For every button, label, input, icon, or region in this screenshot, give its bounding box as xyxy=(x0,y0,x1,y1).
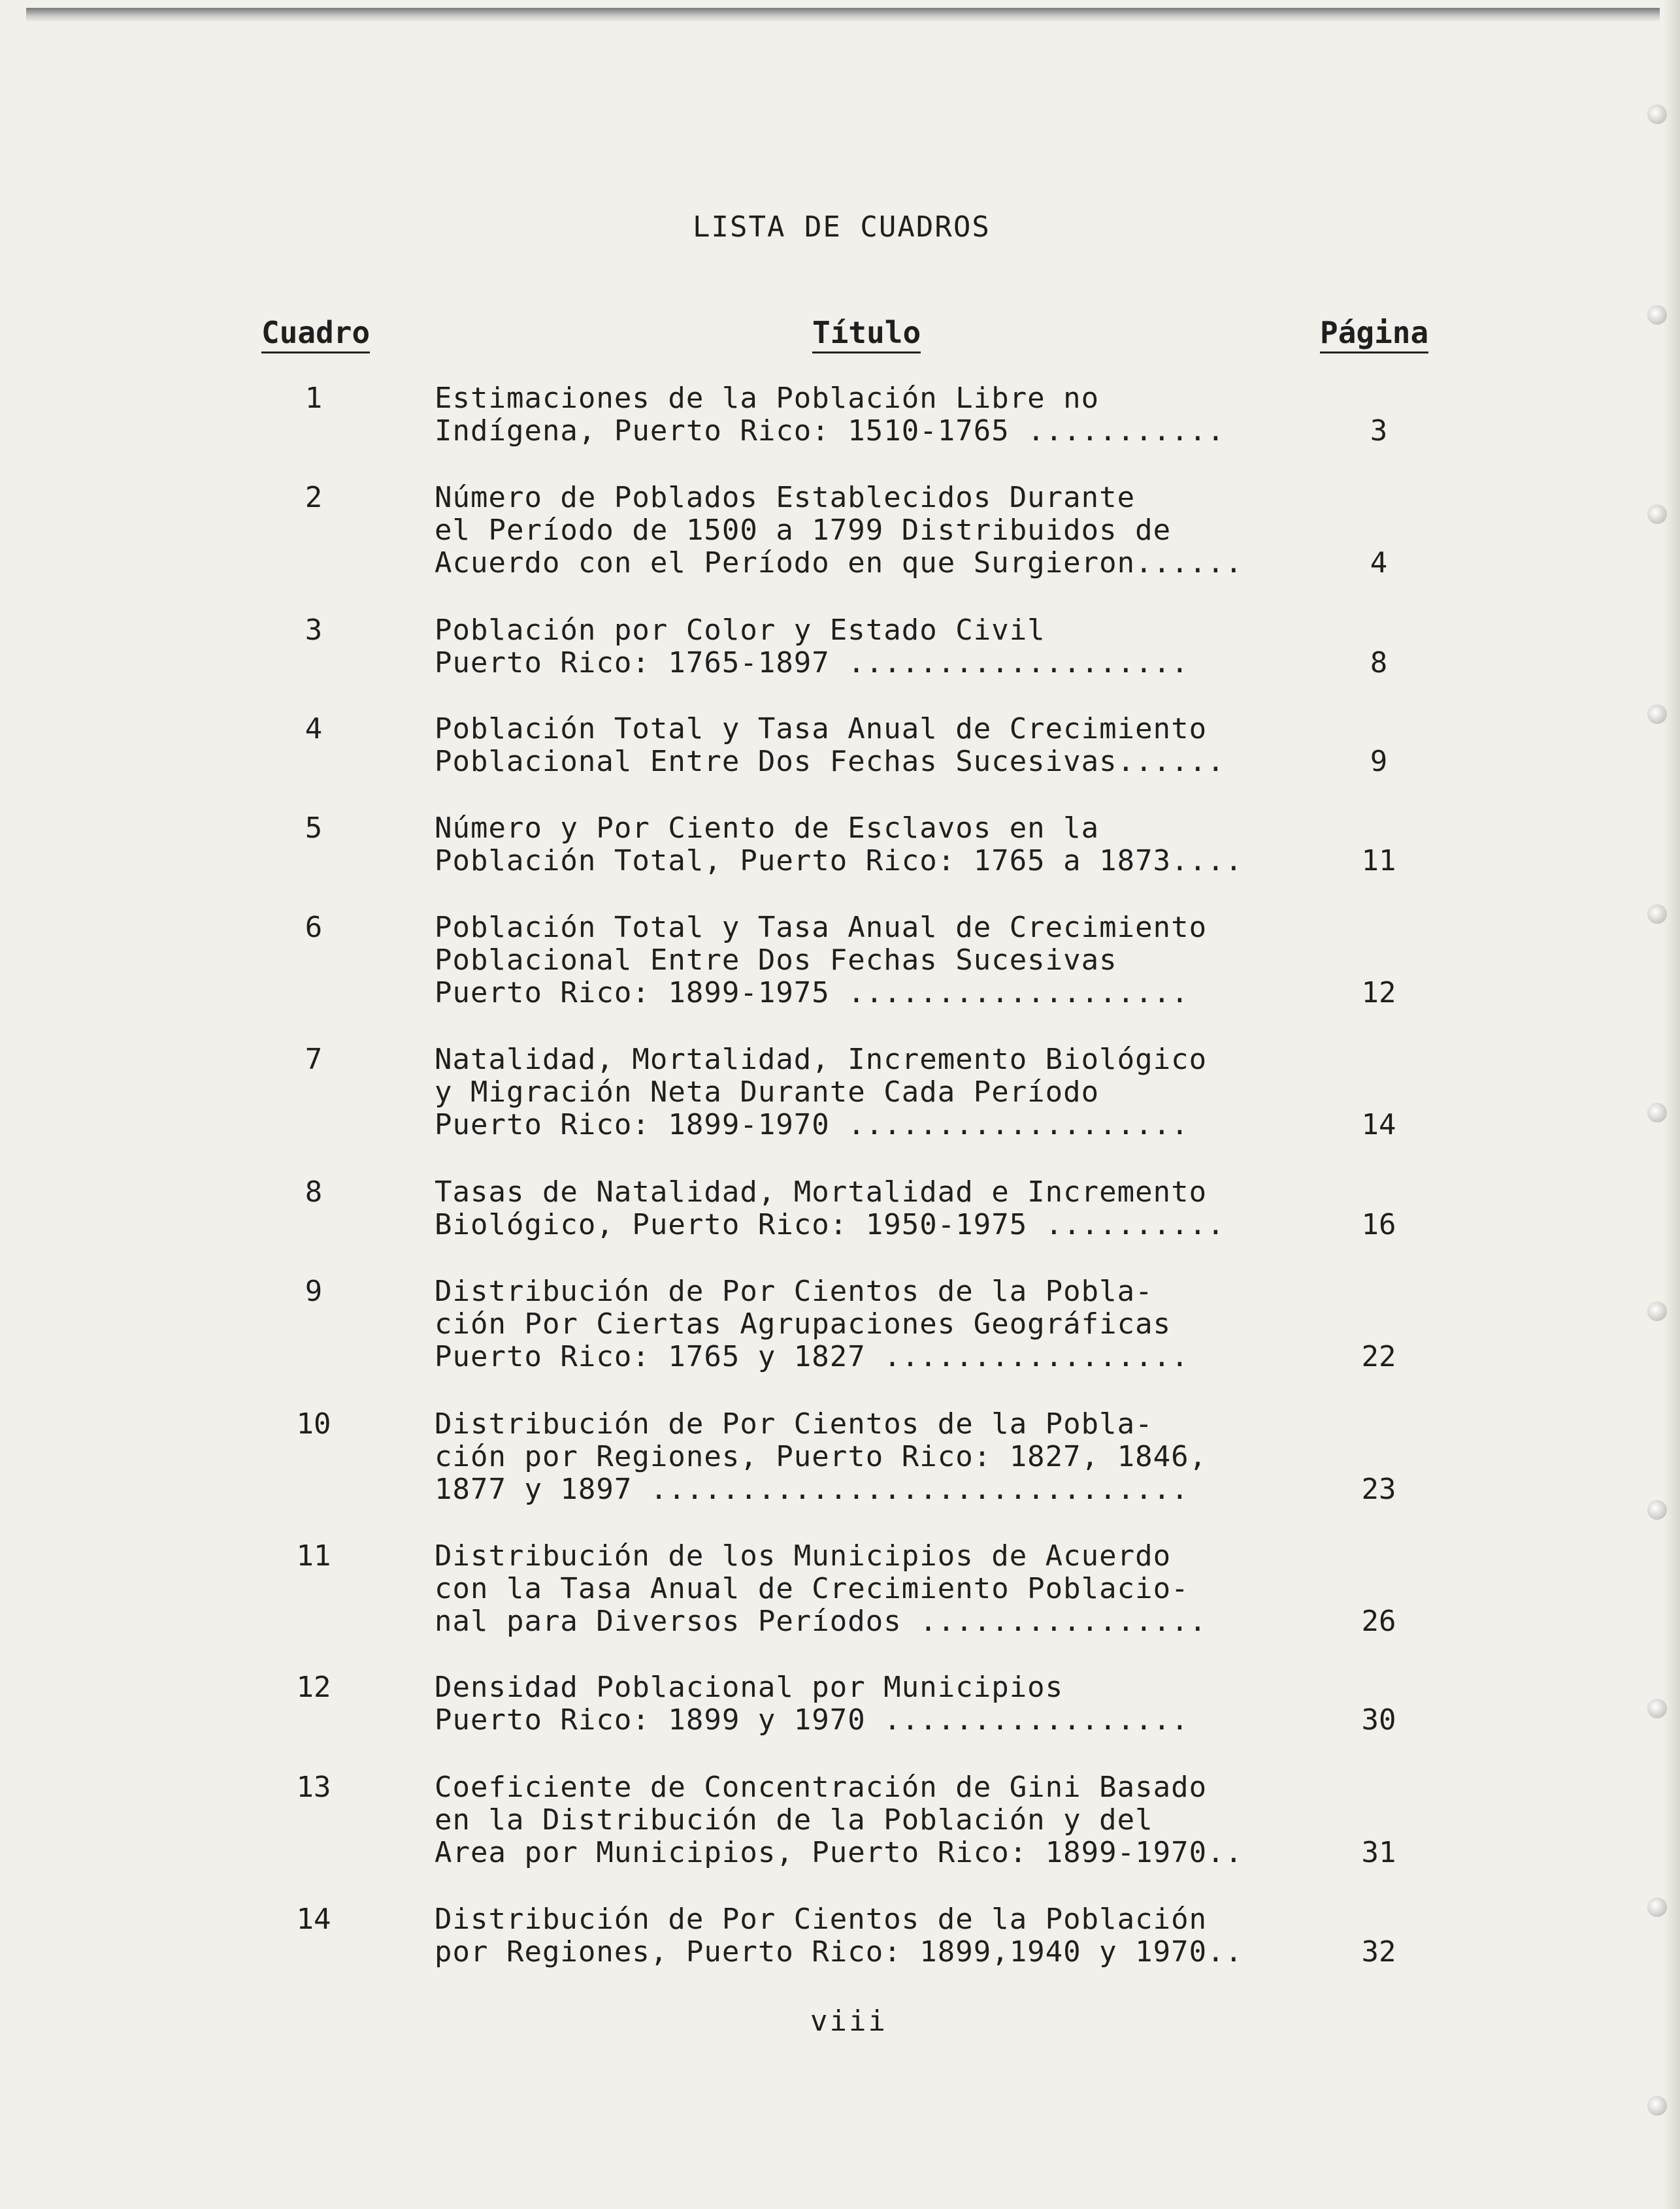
table-number: 9 xyxy=(305,1275,323,1308)
title-line: Biológico, Puerto Rico: 1950-1975 .......... xyxy=(435,1209,1225,1241)
title-line: Natalidad, Mortalidad, Incremento Biológico xyxy=(435,1043,1208,1076)
title-line: Coeficiente de Concentración de Gini Basado xyxy=(435,1771,1208,1804)
binder-hole xyxy=(1647,2096,1667,2116)
title-line: Puerto Rico: 1765-1897 ................... xyxy=(435,647,1189,679)
page-right-edge xyxy=(1663,0,1680,2209)
binder-hole xyxy=(1647,1500,1667,1520)
page-number: 31 xyxy=(1361,1836,1396,1869)
table-title xyxy=(435,1540,1336,1638)
title-line: Puerto Rico: 1899-1970 ................... xyxy=(435,1109,1189,1141)
page-number: 30 xyxy=(1361,1703,1396,1737)
table-title xyxy=(435,1903,1336,1969)
page-number: 26 xyxy=(1361,1605,1396,1638)
table-number: 8 xyxy=(305,1175,323,1209)
table-number: 12 xyxy=(296,1671,331,1704)
binder-hole xyxy=(1647,1699,1667,1718)
table-title xyxy=(435,1275,1336,1373)
binder-hole xyxy=(1647,1897,1667,1917)
binder-hole xyxy=(1647,504,1667,524)
table-number: 11 xyxy=(296,1539,331,1573)
title-line: Poblacional Entre Dos Fechas Sucesivas xyxy=(435,944,1117,977)
table-number: 13 xyxy=(296,1771,331,1804)
title-line: Densidad Poblacional por Municipios xyxy=(435,1671,1064,1704)
page-number: 8 xyxy=(1370,646,1388,679)
table-title xyxy=(435,1771,1336,1869)
title-line: Población Total y Tasa Anual de Crecimiento xyxy=(435,713,1208,745)
table-number: 4 xyxy=(305,712,323,745)
page-number: 9 xyxy=(1370,745,1388,778)
title-line: Distribución de Por Cientos de la Población xyxy=(435,1903,1208,1936)
table-number: 14 xyxy=(296,1903,331,1936)
page-title: LISTA DE CUADROS xyxy=(693,210,991,244)
table-title xyxy=(435,382,1336,448)
table-number: 10 xyxy=(296,1407,331,1441)
title-line: el Período de 1500 a 1799 Distribuidos de xyxy=(435,514,1172,547)
table-title xyxy=(435,911,1336,1009)
page-number: 23 xyxy=(1361,1473,1396,1506)
binder-hole xyxy=(1647,105,1667,124)
title-line: y Migración Neta Durante Cada Período xyxy=(435,1076,1100,1109)
title-line: con la Tasa Anual de Crecimiento Poblacio- xyxy=(435,1573,1189,1605)
table-number: 2 xyxy=(305,481,323,514)
title-line: Población Total, Puerto Rico: 1765 a 1873.... xyxy=(435,845,1244,877)
binder-hole xyxy=(1647,305,1667,325)
table-title xyxy=(435,1408,1336,1506)
page-number: 16 xyxy=(1361,1208,1396,1241)
table-title xyxy=(435,812,1336,877)
title-line: Estimaciones de la Población Libre no xyxy=(435,382,1100,415)
title-line: Número y Por Ciento de Esclavos en la xyxy=(435,812,1100,845)
title-line: Distribución de Por Cientos de la Pobla- xyxy=(435,1408,1153,1441)
title-line: por Regiones, Puerto Rico: 1899,1940 y 1970.. xyxy=(435,1936,1244,1969)
title-line: Población Total y Tasa Anual de Crecimiento xyxy=(435,911,1208,944)
title-line: Distribución de los Municipios de Acuerdo xyxy=(435,1540,1172,1573)
title-line: Tasas de Natalidad, Mortalidad e Incremento xyxy=(435,1176,1208,1209)
binder-hole xyxy=(1647,1301,1667,1321)
title-line: ción Por Ciertas Agrupaciones Geográficas xyxy=(435,1308,1172,1341)
title-line: en la Distribución de la Población y del xyxy=(435,1804,1153,1837)
table-title xyxy=(435,482,1336,580)
table-title xyxy=(435,713,1336,778)
page-number: 22 xyxy=(1361,1340,1396,1373)
column-header-pagina: Página xyxy=(1320,315,1428,353)
title-line: Area por Municipios, Puerto Rico: 1899-1970.. xyxy=(435,1837,1244,1869)
page-number: 4 xyxy=(1370,546,1388,580)
page-number: 14 xyxy=(1361,1108,1396,1141)
title-line: Indígena, Puerto Rico: 1510-1765 ........... xyxy=(435,415,1225,448)
page-number: 12 xyxy=(1361,976,1396,1009)
title-line: nal para Diversos Períodos ................ xyxy=(435,1605,1208,1638)
page-top-edge xyxy=(26,8,1660,22)
title-line: Población por Color y Estado Civil xyxy=(435,614,1046,647)
title-line: ción por Regiones, Puerto Rico: 1827, 1846, xyxy=(435,1441,1208,1473)
page-number: 3 xyxy=(1370,414,1388,448)
table-title xyxy=(435,1043,1336,1141)
column-header-cuadro: Cuadro xyxy=(261,315,370,353)
page-number: 32 xyxy=(1361,1935,1396,1969)
column-header-titulo: Título xyxy=(812,315,921,353)
table-title xyxy=(435,1176,1336,1241)
title-line: Acuerdo con el Período en que Surgieron...... xyxy=(435,547,1244,580)
title-line: Número de Poblados Establecidos Durante xyxy=(435,482,1136,514)
table-number: 1 xyxy=(305,382,323,415)
table-title xyxy=(435,614,1336,679)
page-footer-number: viii xyxy=(810,2004,887,2038)
table-number: 7 xyxy=(305,1043,323,1076)
title-line: Distribución de Por Cientos de la Pobla- xyxy=(435,1275,1153,1308)
title-line: 1877 y 1897 .............................. xyxy=(435,1473,1189,1506)
table-number: 5 xyxy=(305,811,323,845)
binder-hole xyxy=(1647,1103,1667,1122)
table-title xyxy=(435,1671,1336,1737)
binder-hole xyxy=(1647,704,1667,724)
binder-hole xyxy=(1647,904,1667,924)
title-line: Puerto Rico: 1899-1975 ................... xyxy=(435,977,1189,1009)
title-line: Poblacional Entre Dos Fechas Sucesivas...... xyxy=(435,745,1225,778)
page-number: 11 xyxy=(1361,844,1396,877)
title-line: Puerto Rico: 1899 y 1970 ................. xyxy=(435,1704,1189,1737)
table-number: 3 xyxy=(305,614,323,647)
table-number: 6 xyxy=(305,911,323,944)
title-line: Puerto Rico: 1765 y 1827 ................. xyxy=(435,1341,1189,1373)
